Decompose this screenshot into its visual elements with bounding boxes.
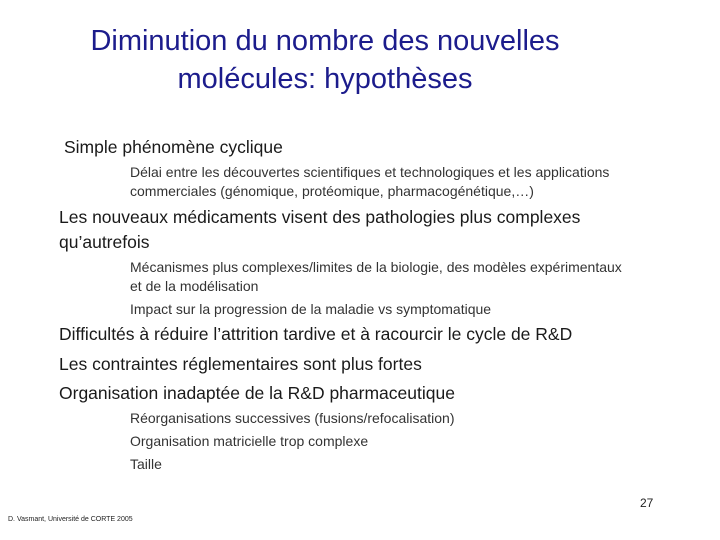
- title-line-1: Diminution du nombre des nouvelles: [90, 25, 560, 57]
- bullet-pathologies-line-1: Les nouveaux médicaments visent des pathologies plus complexes: [59, 207, 581, 227]
- sub-delay-line-1: Délai entre les découvertes scientifiques et technologiques et les applications: [130, 164, 610, 180]
- slide-title: [0, 22, 650, 98]
- sub-impact: Impact sur la progression de la maladie vs symptomatique: [130, 301, 492, 317]
- sub-size: Taille: [130, 456, 162, 472]
- sub-mechanisms-line-2: et de la modélisation: [130, 278, 259, 294]
- sub-matrix: Organisation matricielle trop complexe: [130, 433, 369, 449]
- bullet-organisation: Organisation inadaptée de la R&D pharmaceutique: [59, 383, 455, 403]
- sub-reorganisations: Réorganisations successives (fusions/refocalisation): [130, 410, 455, 426]
- sub-mechanisms-line-1: Mécanismes plus complexes/limites de la biologie, des modèles expérimentaux: [130, 259, 622, 275]
- title-line-2: molécules: hypothèses: [177, 63, 473, 95]
- bullet-regulatory: Les contraintes réglementaires sont plus fortes: [59, 354, 422, 374]
- bullet-attrition: Difficultés à réduire l’attrition tardive et à racourcir le cycle de R&D: [59, 324, 573, 344]
- footer-credit: D. Vasmant, Université de CORTE 2005: [8, 516, 133, 523]
- page-number: 27: [640, 496, 654, 510]
- bullet-pathologies-line-2: qu’autrefois: [59, 232, 150, 252]
- sub-delay-line-2: commerciales (génomique, protéomique, pharmacogénétique,…): [130, 183, 534, 199]
- bullet-cyclic: Simple phénomène cyclique: [64, 137, 283, 157]
